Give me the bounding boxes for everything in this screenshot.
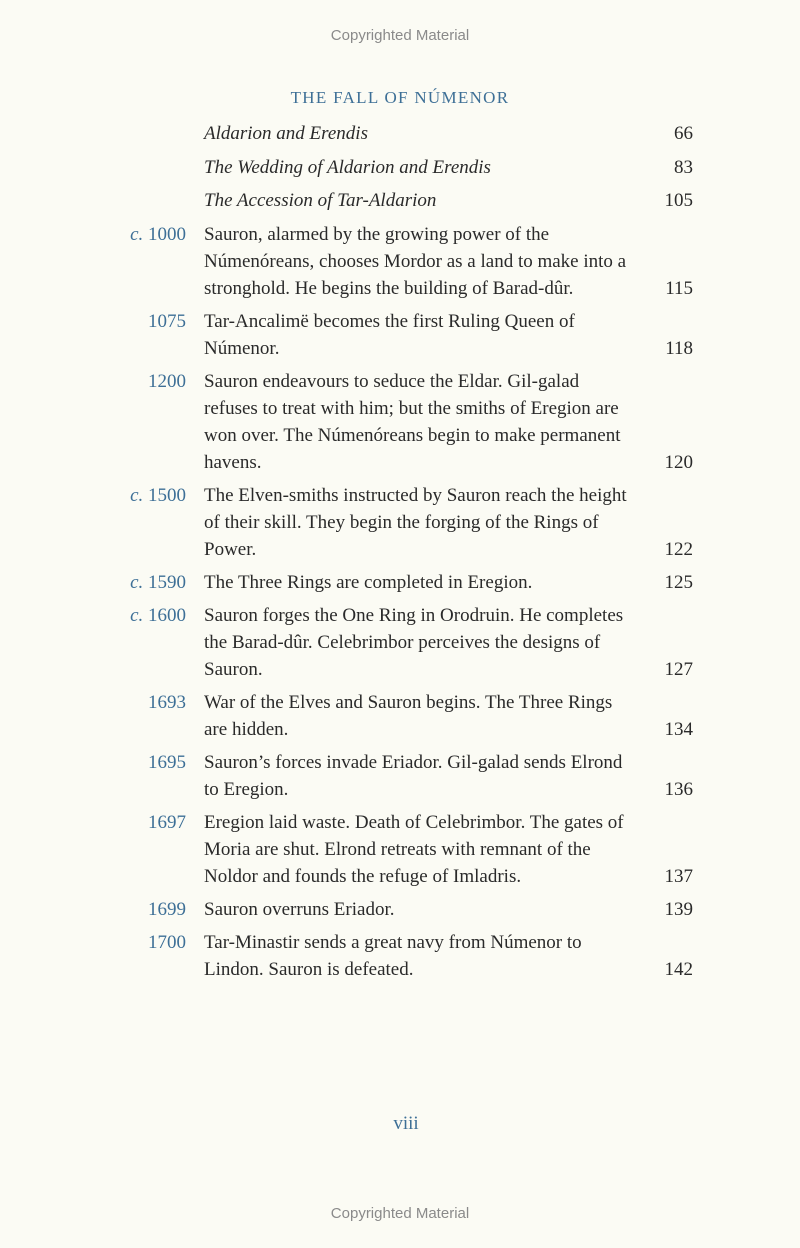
entry-text: Sauron, alarmed by the growing power of the Númenóreans, chooses Mordor as a land to make into a stronghold. He begins the building of Barad-dûr.	[204, 223, 627, 299]
entry-text: The Elven-smiths instructed by Sauron reach the height of their skill. They begin the forging of the Rings of Power.	[204, 484, 627, 560]
entry-date	[100, 368, 186, 395]
copyright-watermark-top: Copyrighted Material	[330, 27, 470, 44]
copyright-watermark-bottom: Copyrighted Material	[330, 1205, 470, 1222]
entry-date	[100, 308, 186, 335]
entry-year: 1695	[148, 751, 186, 773]
entry-year: 1200	[148, 370, 186, 392]
entry-text: War of the Elves and Sauron begins. The Three Rings are hidden.	[204, 691, 613, 740]
circa-marker: c.	[130, 223, 144, 245]
entry-year: 1000	[148, 223, 186, 245]
toc-entry	[0, 809, 800, 890]
entry-year: 1693	[148, 691, 186, 713]
entry-text: Sauron overruns Eriador.	[204, 898, 395, 920]
page-number: 136	[664, 778, 693, 800]
page-number: 120	[664, 451, 693, 473]
entry-text: The Three Rings are completed in Eregion.	[204, 571, 533, 593]
page-number: 118	[665, 337, 693, 359]
toc-entry	[0, 749, 800, 803]
entry-year: 1699	[148, 898, 186, 920]
page-number: 137	[664, 865, 693, 887]
entry-text: Sauron’s forces invade Eriador. Gil-galad sends Elrond to Eregion.	[204, 751, 623, 800]
toc-entry	[0, 689, 800, 743]
toc-subentry	[0, 187, 800, 214]
page-number: 83	[674, 156, 693, 178]
entry-text: Eregion laid waste. Death of Celebrimbor. The gates of Moria are shut. Elrond retreats with remnant of the Noldor and founds the refuge of Imladris.	[204, 811, 624, 887]
toc-subentry	[0, 120, 800, 147]
toc-entry	[0, 896, 800, 923]
entry-date	[100, 221, 186, 248]
toc-entry	[0, 929, 800, 983]
toc-entry	[0, 602, 800, 683]
toc-entry	[0, 482, 800, 563]
toc-subentry	[0, 154, 800, 181]
entry-year: 1500	[148, 484, 186, 506]
entry-date	[100, 929, 186, 956]
table-of-contents	[0, 120, 800, 989]
entry-date	[100, 482, 186, 509]
toc-entry	[0, 368, 800, 476]
toc-entry	[0, 221, 800, 302]
entry-date	[100, 689, 186, 716]
circa-marker: c.	[130, 484, 144, 506]
circa-marker: c.	[130, 604, 144, 626]
entry-year: 1590	[148, 571, 186, 593]
entry-text: Sauron forges the One Ring in Orodruin. He completes the Barad-dûr. Celebrimbor perceives the designs of Sauron.	[204, 604, 624, 680]
page-number: 105	[664, 190, 693, 211]
page-number: 66	[674, 123, 693, 144]
entry-date	[100, 602, 186, 629]
entry-date	[100, 749, 186, 776]
entry-text: Tar-Minastir sends a great navy from Númenor to Lindon. Sauron is defeated.	[204, 931, 582, 980]
page-number: 122	[664, 538, 693, 560]
entry-year: 1075	[148, 310, 186, 332]
entry-year: 1697	[148, 811, 186, 833]
entry-date	[100, 569, 186, 596]
subentry-title: The Accession of Tar-Aldarion	[204, 190, 437, 211]
circa-marker: c.	[130, 571, 144, 593]
page-number: 134	[664, 718, 693, 740]
page-number: 115	[665, 277, 693, 299]
page-number: 142	[664, 958, 693, 980]
page-number: 139	[664, 898, 693, 920]
toc-entry	[0, 308, 800, 362]
entry-date	[100, 896, 186, 923]
entry-text: Tar-Ancalimë becomes the first Ruling Queen of Númenor.	[204, 310, 575, 359]
page-folio: viii	[393, 1113, 419, 1134]
subentry-title: The Wedding of Aldarion and Erendis	[204, 156, 491, 178]
subentry-title: Aldarion and Erendis	[204, 123, 368, 144]
entry-text: Sauron endeavours to seduce the Eldar. Gil-galad refuses to treat with him; but the smiths of Eregion are won over. The Númenóreans begin to make permanent havens.	[204, 370, 621, 473]
entry-year: 1600	[148, 604, 186, 626]
page-number: 127	[664, 658, 693, 680]
entry-year: 1700	[148, 931, 186, 953]
toc-entry	[0, 569, 800, 596]
running-head: THE FALL OF NÚMENOR	[290, 88, 510, 107]
page-number: 125	[664, 571, 693, 593]
entry-date	[100, 809, 186, 836]
